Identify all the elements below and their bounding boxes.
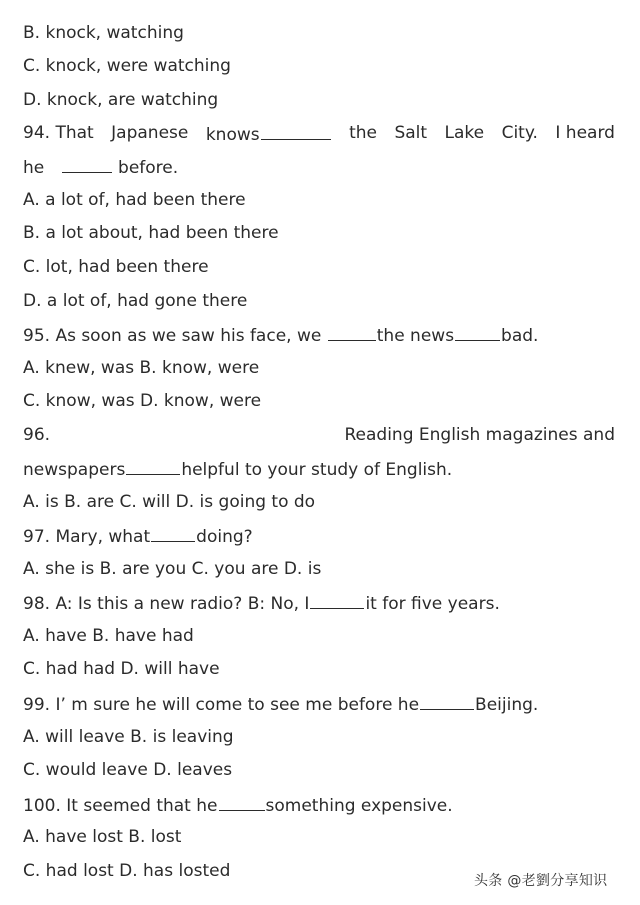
answer-blank — [455, 323, 500, 341]
question-number: 96. — [23, 425, 51, 445]
option-line: A. is B. are C. will D. is going to do — [23, 492, 316, 512]
answer-blank — [261, 122, 331, 140]
answer-blank — [126, 457, 180, 475]
text-segment: Beijing. — [475, 695, 539, 715]
q94-word: Lake — [444, 123, 485, 143]
text-segment: doing? — [196, 527, 253, 547]
question-94-line2 — [23, 155, 178, 179]
q94-word: Salt — [394, 123, 428, 143]
q94-word: City. — [501, 123, 538, 143]
text-segment: newspapers — [23, 460, 126, 480]
text-segment: 99. I’ m sure he will come to see me before he — [23, 695, 420, 715]
answer-blank — [151, 524, 195, 542]
q94-knows-group — [206, 122, 332, 146]
option-line: A. have B. have had — [23, 626, 194, 646]
option-line: C. know, was D. know, were — [23, 391, 262, 411]
question-97 — [23, 524, 253, 548]
option-line: A. have lost B. lost — [23, 827, 182, 847]
option-line: A. will leave B. is leaving — [23, 727, 234, 747]
option-line: A. knew, was B. know, were — [23, 358, 260, 378]
option-line: C. had lost D. has losted — [23, 861, 231, 881]
text-segment: he — [23, 158, 45, 178]
question-96-line2 — [23, 457, 452, 481]
question-98 — [23, 591, 500, 615]
text-segment: 97. Mary, what — [23, 527, 151, 547]
option-line: C. lot, had been there — [23, 257, 209, 277]
answer-blank — [62, 155, 112, 173]
option-line: B. a lot about, had been there — [23, 223, 279, 243]
answer-blank — [420, 692, 474, 710]
question-94-line1 — [23, 122, 615, 146]
text-segment: before. — [118, 158, 179, 178]
option-line: C. had had D. will have — [23, 659, 220, 679]
text-segment: helpful to your study of English. — [181, 460, 453, 480]
text-segment: 100. It seemed that he — [23, 796, 218, 816]
text-segment: 95. As soon as we saw his face, we — [23, 326, 322, 346]
q94-word: 94. That — [23, 123, 94, 143]
option-line: D. a lot of, had gone there — [23, 291, 248, 311]
option-line: C. would leave D. leaves — [23, 760, 233, 780]
answer-blank — [219, 793, 265, 811]
option-line: B. knock, watching — [23, 23, 184, 43]
text-segment: the news — [376, 326, 455, 346]
text-segment: bad. — [501, 326, 539, 346]
answer-blank — [328, 323, 376, 341]
q94-word: Japanese — [111, 123, 189, 143]
option-line: C. knock, were watching — [23, 56, 231, 76]
text-segment: something expensive. — [265, 796, 453, 816]
question-96-line1 — [23, 424, 615, 446]
option-line: D. knock, are watching — [23, 90, 219, 110]
question-99 — [23, 692, 538, 716]
option-line: A. a lot of, had been there — [23, 190, 246, 210]
source-watermark: 头条 @老劉分享知识 — [474, 873, 608, 889]
text-segment: it for five years. — [365, 594, 500, 614]
text-segment: 98. A: Is this a new radio? B: No, I — [23, 594, 310, 614]
text-segment: Reading English magazines and — [344, 425, 615, 445]
option-line: A. she is B. are you C. you are D. is — [23, 559, 322, 579]
answer-blank — [310, 591, 364, 609]
question-100 — [23, 793, 453, 817]
question-95 — [23, 323, 538, 347]
q94-word: I heard — [555, 123, 615, 143]
q94-word: the — [349, 123, 377, 143]
q94-word: knows — [205, 125, 260, 145]
